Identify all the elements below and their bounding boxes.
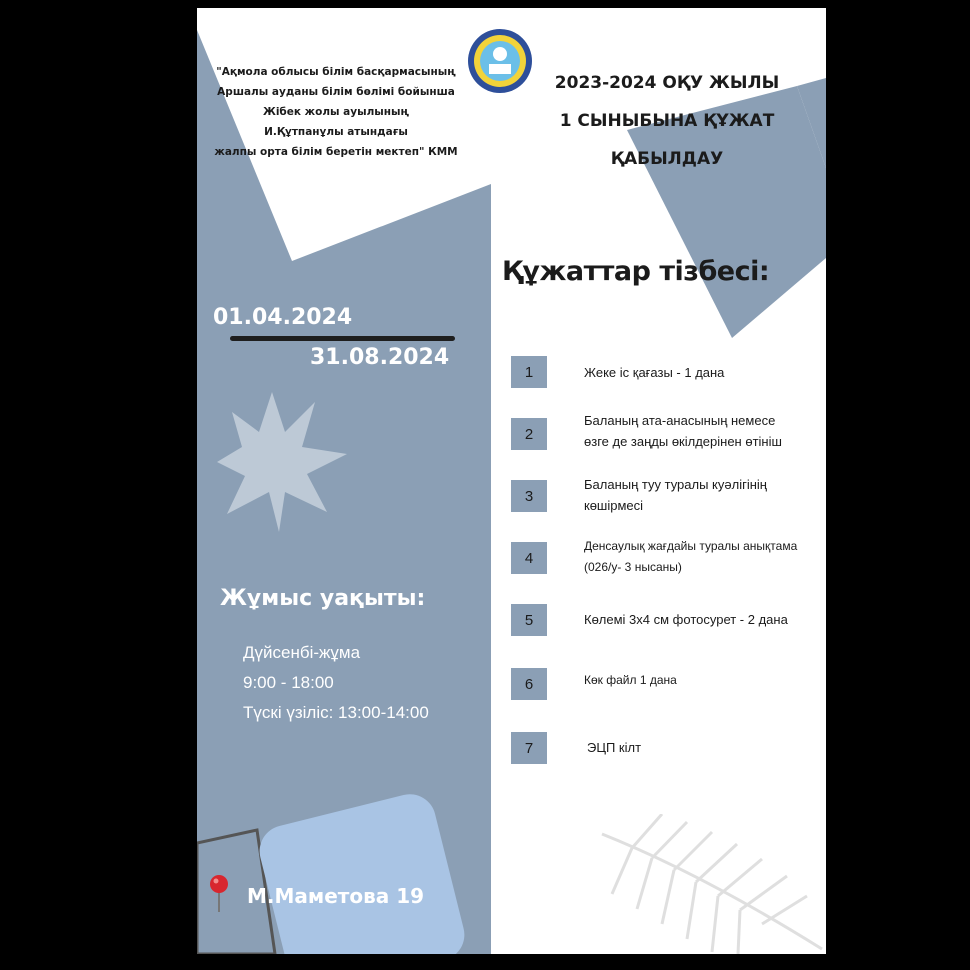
document-text-line: Көлемі 3х4 см фотосурет - 2 дана: [584, 612, 788, 627]
palm-leaf-icon: [592, 814, 826, 954]
document-text-line: ЭЦП кілт: [587, 740, 642, 755]
document-text-line: Баланың ата-анасының немесе: [584, 413, 776, 428]
work-hours-line: 9:00 - 18:00: [243, 673, 334, 692]
document-text-line: Денсаулық жағдайы туралы анықтама: [584, 539, 798, 553]
title-line: ҚАБЫЛДАУ: [610, 149, 724, 169]
school-name-line: Жібек жолы ауылының: [262, 106, 410, 118]
document-text: [584, 474, 809, 516]
document-text: [587, 737, 812, 758]
work-hours: [243, 638, 429, 728]
maple-leaf-icon: [197, 392, 357, 532]
document-text: [584, 362, 809, 383]
document-item: [511, 539, 811, 582]
date-end: 31.08.2024: [310, 345, 450, 370]
document-text-line: (026/у- 3 нысаны): [584, 560, 682, 574]
map-pin-icon: [209, 874, 229, 914]
school-name-line: жалпы орта білім беретін мектеп" КММ: [214, 146, 458, 158]
document-text: [584, 410, 809, 452]
work-hours-line: Дүйсенбі-жұма: [243, 643, 361, 662]
work-hours-line: Түскі үзіліс: 13:00-14:00: [243, 703, 429, 722]
page-title: [517, 64, 817, 178]
document-number: 6: [511, 668, 547, 700]
document-text-line: өзге де заңды өкілдерінен өтініш: [584, 434, 782, 449]
document-number: 2: [511, 418, 547, 450]
document-item: [511, 730, 811, 770]
document-item: [511, 356, 811, 396]
document-number: 3: [511, 480, 547, 512]
document-item: [511, 477, 811, 520]
work-hours-heading: Жұмыс уақыты:: [220, 586, 426, 611]
document-text-line: Баланың туу туралы куәлігінің: [584, 477, 767, 492]
date-start: 01.04.2024: [213, 305, 353, 330]
school-name-line: Аршалы ауданы білім бөлімі бойынша: [217, 86, 455, 98]
address: М.Маметова 19: [247, 884, 425, 908]
date-divider: [230, 336, 455, 341]
document-text: [584, 670, 809, 691]
document-number: 7: [511, 732, 547, 764]
title-line: 1 СЫНЫБЫНА ҚҰЖАТ: [559, 111, 775, 131]
poster: [197, 8, 826, 954]
document-number: 1: [511, 356, 547, 388]
school-name-line: "Ақмола облысы білім басқармасының: [216, 66, 456, 78]
document-item: [511, 414, 811, 454]
school-name: [201, 62, 471, 162]
document-number: 4: [511, 542, 547, 574]
title-line: 2023-2024 ОҚУ ЖЫЛЫ: [554, 73, 780, 93]
document-text-line: Көк файл 1 дана: [584, 673, 677, 687]
document-text-line: Жеке іс қағазы - 1 дана: [584, 365, 725, 380]
school-name-line: И.Құтпанұлы атындағы: [264, 126, 408, 138]
document-text: [584, 609, 809, 630]
document-text-line: көшірмесі: [584, 498, 644, 513]
document-item: [511, 604, 811, 644]
document-number: 5: [511, 604, 547, 636]
documents-heading: Құжаттар тізбесі:: [502, 256, 770, 287]
document-text: [584, 536, 824, 578]
document-item: [511, 668, 811, 708]
